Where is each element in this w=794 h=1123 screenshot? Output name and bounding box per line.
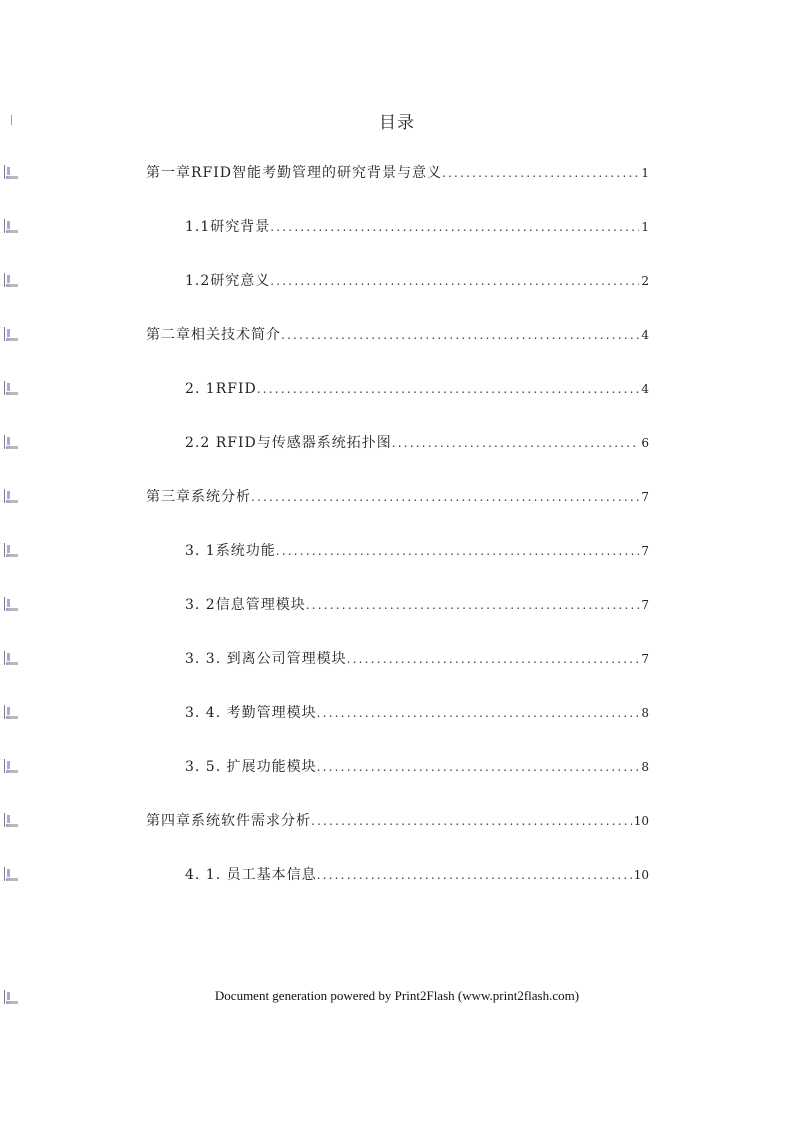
toc-entry-label: 4. 1. 员工基本信息 [185, 867, 317, 883]
toc-entry-page: 2 [641, 274, 649, 288]
margin-marker-icon [4, 597, 23, 611]
margin-marker-icon [4, 705, 23, 719]
toc-entry-label: 3. 3. 到离公司管理模块 [185, 651, 347, 667]
margin-marker-icon [4, 543, 23, 557]
toc-entry[interactable] [185, 217, 649, 237]
toc-entry-label: 第三章系统分析 [146, 489, 251, 505]
margin-marker-icon [4, 435, 23, 449]
toc-entry-label: 1.2研究意义 [185, 273, 271, 289]
footer-credit: Document generation powered by Print2Flash (www.print2flash.com) [214, 988, 580, 1003]
toc-entry-page: 1 [641, 220, 649, 234]
toc-entry-page: 7 [641, 490, 649, 504]
margin-marker-icon [4, 273, 23, 287]
margin-marker-icon [4, 867, 23, 881]
margin-marker-icon [4, 489, 23, 503]
toc-entry-page: 7 [641, 598, 649, 612]
toc-entry-page: 8 [641, 706, 649, 720]
toc-entry-page: 4 [641, 382, 649, 396]
margin-marker-icon [4, 651, 23, 665]
toc-entry-label: 2. 1RFID [185, 381, 257, 397]
toc-entry[interactable] [185, 757, 649, 777]
toc-entry-label: 3. 2信息管理模块 [185, 597, 306, 613]
toc-entry[interactable] [185, 271, 649, 291]
margin-marker-icon [4, 813, 23, 827]
toc-leader-dots [270, 217, 639, 237]
margin-marker-icon [4, 381, 23, 395]
margin-marker-icon [4, 165, 23, 179]
toc-leader-dots [317, 703, 640, 723]
toc-entry[interactable] [146, 487, 649, 507]
toc-leader-dots [347, 649, 640, 669]
toc-entry[interactable] [185, 703, 649, 723]
toc-entry-label: 3. 4. 考勤管理模块 [185, 705, 317, 721]
toc-leader-dots [257, 379, 640, 399]
toc-entry-label: 第二章相关技术简介 [146, 327, 281, 343]
toc-entry[interactable] [185, 541, 649, 561]
toc-entry-page: 8 [641, 760, 649, 774]
toc-entry[interactable] [185, 379, 649, 399]
toc-entry[interactable] [146, 163, 649, 183]
toc-leader-dots [306, 595, 640, 615]
toc-entry-page: 7 [641, 652, 649, 666]
toc-leader-dots [392, 433, 640, 453]
toc-entry-page: 4 [641, 328, 649, 342]
toc-entry-label: 2.2 RFID与传感器系统拓扑图 [185, 435, 392, 451]
toc-leader-dots [317, 865, 632, 885]
toc-entry[interactable] [185, 865, 649, 885]
toc-leader-dots [311, 811, 632, 831]
toc-entry[interactable] [185, 649, 649, 669]
toc-leader-dots [270, 271, 639, 291]
toc-entry[interactable] [146, 325, 649, 345]
toc-leader-dots [442, 163, 639, 183]
toc-leader-dots [276, 541, 640, 561]
toc-title: 目录 [379, 113, 415, 133]
toc-entry-label: 1.1研究背景 [185, 219, 271, 235]
margin-marker-icon [4, 759, 23, 773]
toc-entry-page: 6 [641, 436, 649, 450]
toc-entry-label: 3. 1系统功能 [185, 543, 276, 559]
toc-entry[interactable] [185, 433, 649, 453]
toc-entry-label: 第四章系统软件需求分析 [146, 813, 311, 829]
toc-entry-page: 10 [633, 868, 649, 882]
toc-entry-label: 第一章RFID智能考勤管理的研究背景与意义 [146, 165, 443, 181]
toc-entry-page: 10 [633, 814, 649, 828]
toc-entry-page: 1 [641, 166, 649, 180]
margin-marker-icon [4, 327, 23, 341]
toc-leader-dots [317, 757, 640, 777]
toc-entry[interactable] [185, 595, 649, 615]
margin-marker-icon [4, 219, 23, 233]
toc-entry-label: 3. 5. 扩展功能模块 [185, 759, 317, 775]
toc-entry-page: 7 [641, 544, 649, 558]
toc-leader-dots [281, 325, 639, 345]
toc-leader-dots [251, 487, 639, 507]
toc-entry[interactable] [146, 811, 649, 831]
